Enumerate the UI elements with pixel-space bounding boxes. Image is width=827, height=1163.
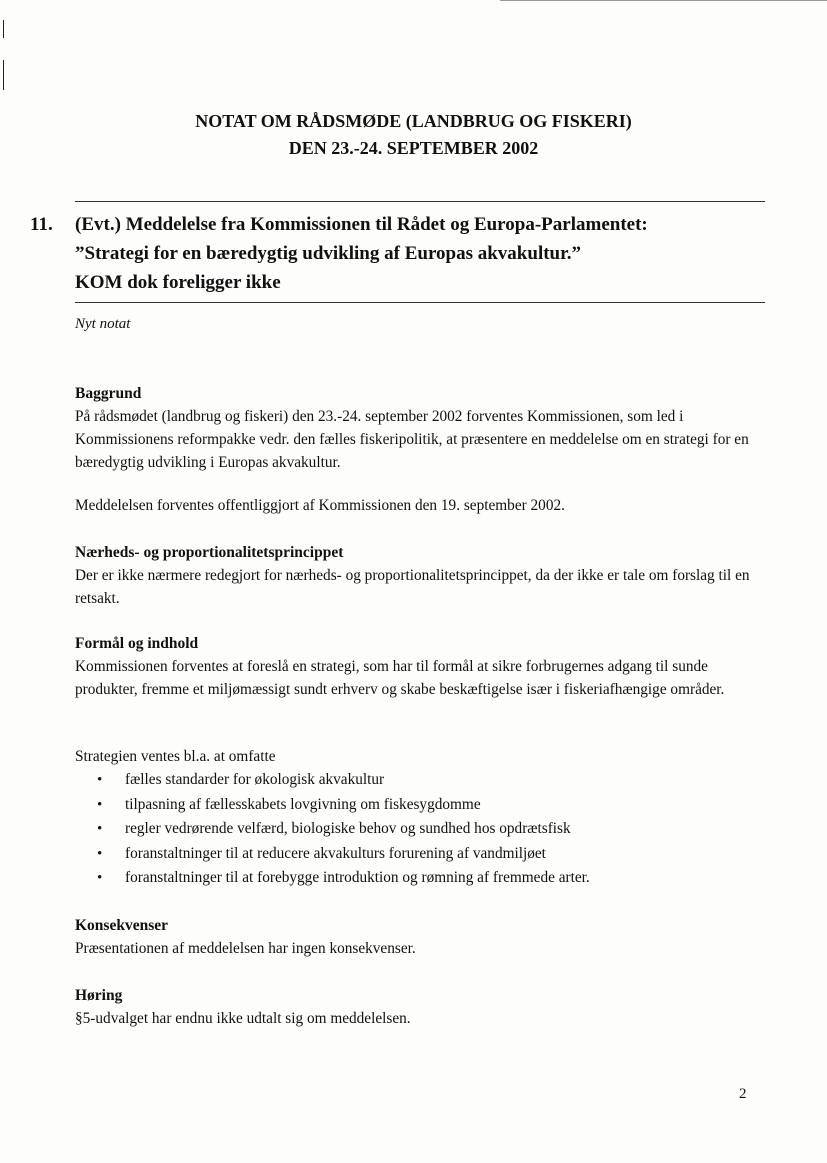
- section-hoering: [75, 984, 765, 1030]
- page-number: 2: [739, 1086, 747, 1102]
- list-item: • regler vedrørende velfærd, biologiske behov og sundhed hos opdrætsfisk: [75, 817, 765, 842]
- section-paragraph: Strategien ventes bl.a. at omfatte: [75, 748, 276, 765]
- title-line-1: NOTAT OM RÅDSMØDE (LANDBRUG OG FISKERI): [195, 111, 632, 131]
- bullet-list: [75, 768, 765, 891]
- bottom-divider: [75, 302, 765, 303]
- section-baggrund: [75, 382, 765, 474]
- section-formaal-list: [75, 745, 765, 891]
- section-formaal: [75, 632, 765, 701]
- scan-edge-mark: [3, 60, 4, 90]
- section-heading: Formål og indhold: [75, 635, 199, 652]
- section-heading: Høring: [75, 987, 123, 1004]
- section-paragraph: På rådsmødet (landbrug og fiskeri) den 23.-24. september 2002 forventes Kommissionen, som led i Kommissionens reformpakke vedr. den fælles fiskeripolitik, at præsentere en meddelelse om en strategi for en bæredygtig udvikling i Europas akvakultur.: [75, 408, 749, 471]
- agenda-item-heading: [75, 210, 775, 297]
- scan-edge-mark: [500, 0, 827, 1]
- document-title: [0, 108, 827, 162]
- agenda-item-line-3: KOM dok foreligger ikke: [75, 272, 281, 293]
- title-line-2: DEN 23.-24. SEPTEMBER 2002: [288, 138, 539, 158]
- scan-edge-mark: [3, 20, 4, 38]
- section-heading: Nærheds- og proportionalitetsprincippet: [75, 544, 344, 561]
- top-divider: [75, 201, 765, 202]
- section-paragraph: Præsentationen af meddelelsen har ingen konsekvenser.: [75, 940, 416, 957]
- list-item: • tilpasning af fællesskabets lovgivning om fiskesygdomme: [75, 793, 765, 818]
- section-paragraph: Der er ikke nærmere redegjort for nærheds- og proportionalitetsprincippet, da der ikke er tale om forslag til en retsakt.: [75, 567, 750, 607]
- agenda-item-number: 11.: [30, 214, 53, 235]
- note-label: Nyt notat: [75, 316, 131, 332]
- list-item: • foranstaltninger til at reducere akvakulturs forurening af vandmiljøet: [75, 842, 765, 867]
- list-item: • foranstaltninger til at forebygge introduktion og rømning af fremmede arter.: [75, 866, 765, 891]
- agenda-item-line-2: ”Strategi for en bæredygtig udvikling af Europas akvakultur.”: [75, 243, 582, 264]
- section-paragraph: Meddelelsen forventes offentliggjort af Kommissionen den 19. september 2002.: [75, 497, 565, 514]
- section-heading: Baggrund: [75, 385, 142, 402]
- section-heading: Konsekvenser: [75, 917, 168, 934]
- list-item: • fælles standarder for økologisk akvakultur: [75, 768, 765, 793]
- section-paragraph: §5-udvalget har endnu ikke udtalt sig om meddelelsen.: [75, 1010, 411, 1027]
- section-naerhed: [75, 541, 765, 610]
- agenda-item-line-1: (Evt.) Meddelelse fra Kommissionen til Rådet og Europa-Parlamentet:: [75, 214, 648, 235]
- section-baggrund-p2: [75, 494, 765, 517]
- section-paragraph: Kommissionen forventes at foreslå en strategi, som har til formål at sikre forbrugernes adgang til sunde produkter, fremme et miljømæssigt sundt erhverv og skabe beskæftigelse især i fiskeriafhængige områder.: [75, 658, 725, 698]
- section-konsekvenser: [75, 914, 765, 960]
